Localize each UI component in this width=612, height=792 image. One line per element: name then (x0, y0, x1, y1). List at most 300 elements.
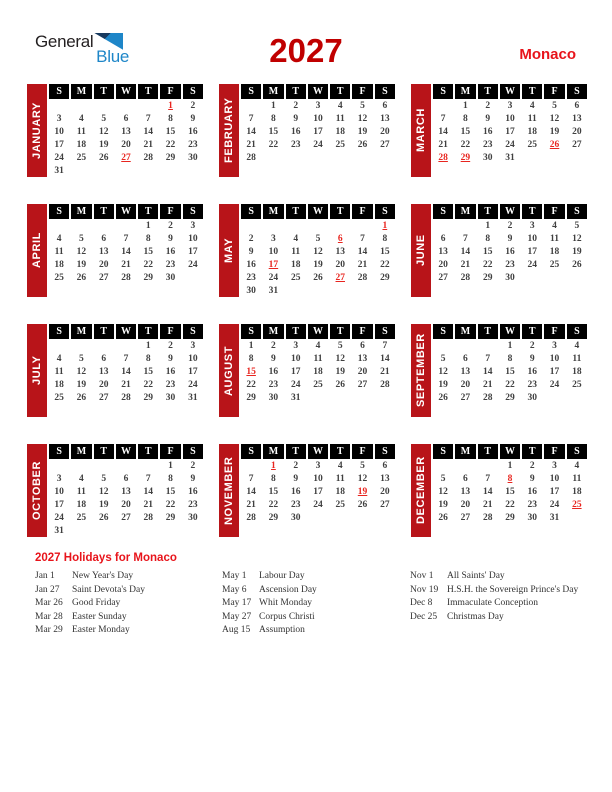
date-cell: 27 (460, 512, 471, 523)
holiday-row (410, 584, 590, 598)
date-cell: 6 (101, 353, 107, 364)
date-cell: 2 (168, 340, 173, 351)
day-header-cell: T (286, 324, 306, 339)
date-cell: 3 (315, 100, 321, 111)
date-cell: 20 (98, 379, 109, 390)
date-cell: 1 (145, 220, 151, 231)
date-cell: 25 (572, 379, 582, 390)
date-cell: 6 (123, 473, 129, 484)
day-header-cell: T (286, 444, 306, 459)
date-cell: 9 (190, 473, 196, 484)
holiday-date: May 17 (222, 598, 252, 608)
date-cell: 4 (56, 233, 62, 244)
date-cell-empty (94, 219, 114, 232)
day-header-cell: F (160, 444, 180, 459)
date-cell-empty (241, 164, 261, 177)
date-cell: 25 (549, 259, 560, 270)
date-cell: 16 (165, 366, 176, 377)
holiday-column (222, 570, 410, 638)
date-cell: 4 (552, 220, 557, 231)
date-cell: 5 (440, 353, 446, 364)
date-cell: 4 (79, 473, 84, 484)
holiday-row (222, 570, 410, 584)
date-cell-empty (522, 404, 542, 417)
date-cell-empty (330, 511, 350, 524)
day-header-cell: T (286, 84, 306, 99)
date-cell-empty (352, 404, 372, 417)
day-header-cell: S (49, 204, 69, 219)
date-cell: 18 (335, 126, 346, 137)
date-cell: 21 (143, 139, 154, 150)
date-cell: 17 (290, 366, 301, 377)
date-cell-empty (330, 524, 350, 537)
day-header-cell: T (478, 204, 498, 219)
date-cell: 5 (337, 340, 343, 351)
holiday-date: Dec 8 (410, 598, 433, 608)
date-cell: 18 (290, 259, 301, 270)
day-header-cell: M (71, 84, 91, 99)
date-cell: 15 (143, 246, 154, 257)
day-header-cell: M (263, 84, 283, 99)
day-header-cell: T (330, 204, 350, 219)
date-cell: 17 (54, 139, 64, 150)
date-cell: 22 (460, 139, 471, 150)
date-cell: 12 (357, 473, 368, 484)
date-cell: 25 (313, 379, 323, 390)
date-cell-empty (478, 339, 498, 352)
date-cell-empty (308, 404, 328, 417)
date-cell: 13 (357, 353, 368, 364)
date-cell: 15 (505, 486, 515, 497)
date-cell: 30 (165, 272, 176, 283)
date-cell: 16 (268, 366, 279, 377)
date-cell: 14 (438, 126, 448, 137)
date-cell: 10 (549, 353, 560, 364)
day-header-cell: W (500, 324, 520, 339)
day-header-cell: S (433, 444, 453, 459)
day-header-cell: S (49, 324, 69, 339)
date-cell-empty (433, 404, 453, 417)
date-cell: 20 (121, 139, 131, 150)
day-header-cell: T (330, 84, 350, 99)
date-cell: 17 (313, 486, 323, 497)
day-header-cell: M (455, 204, 475, 219)
date-cell-empty (352, 284, 372, 297)
date-cell: 8 (485, 233, 491, 244)
day-header-cell: M (455, 444, 475, 459)
holiday-row (35, 584, 222, 598)
date-cell-empty (286, 151, 306, 164)
date-cell-empty (352, 164, 372, 177)
date-cell: 15 (380, 246, 390, 257)
date-cell: 5 (552, 100, 557, 111)
date-cell: 14 (246, 126, 256, 137)
date-cell: 5 (101, 113, 107, 124)
holidays-columns (35, 570, 590, 638)
date-cell-empty (433, 524, 453, 537)
date-cell: 28 (460, 272, 471, 283)
date-cell: 5 (79, 353, 84, 364)
day-header-cell: S (567, 324, 587, 339)
day-header-cell: F (544, 84, 564, 99)
date-cell-empty (455, 404, 475, 417)
day-header-cell: M (455, 84, 475, 99)
day-header-cell: S (433, 204, 453, 219)
date-cell-empty (352, 511, 372, 524)
date-cell-holiday: 1 (382, 220, 388, 231)
date-cell: 28 (143, 512, 154, 523)
year-title: 2027 (269, 32, 343, 69)
holiday-date: May 1 (222, 571, 247, 581)
date-cell-empty (286, 164, 306, 177)
date-cell: 30 (290, 512, 301, 523)
day-header-cell: F (544, 444, 564, 459)
date-cell-empty (308, 151, 328, 164)
date-cell: 30 (188, 512, 198, 523)
date-cell: 28 (380, 379, 390, 390)
date-cell: 19 (313, 259, 323, 270)
date-cell: 25 (527, 139, 538, 150)
date-cell: 18 (527, 126, 538, 137)
day-header-cell: W (308, 324, 328, 339)
date-cell: 8 (248, 353, 254, 364)
date-cell: 17 (54, 499, 64, 510)
date-cell: 22 (165, 499, 176, 510)
holiday-row (35, 597, 222, 611)
date-cell: 11 (572, 353, 582, 364)
date-cell: 20 (380, 126, 390, 137)
logo-text-general: General (35, 32, 94, 51)
day-header-cell: W (308, 444, 328, 459)
date-cell: 22 (482, 259, 493, 270)
month-august (219, 324, 397, 417)
date-cell: 26 (76, 272, 87, 283)
date-cell-holiday: 26 (549, 139, 560, 150)
date-cell-empty (308, 524, 328, 537)
date-cell: 7 (123, 233, 129, 244)
month-june (411, 204, 589, 297)
day-header-cell: T (138, 324, 158, 339)
date-cell: 21 (482, 379, 493, 390)
date-cell: 15 (143, 366, 154, 377)
date-cell-empty (500, 164, 520, 177)
holiday-row (222, 624, 410, 638)
date-cell-empty (330, 391, 350, 404)
date-cell: 22 (380, 259, 390, 270)
date-cell: 3 (56, 113, 62, 124)
day-header-cell: W (116, 84, 136, 99)
date-cell: 5 (440, 473, 446, 484)
date-cell: 13 (335, 246, 346, 257)
date-cell: 13 (121, 126, 131, 137)
date-cell: 18 (313, 366, 323, 377)
month-name-label: APRIL (27, 204, 47, 297)
date-cell-empty (567, 151, 587, 164)
date-cell-empty (160, 284, 180, 297)
date-cell-empty (286, 284, 306, 297)
date-cell-empty (116, 404, 136, 417)
holiday-column (410, 570, 590, 638)
date-cell: 25 (335, 139, 346, 150)
date-cell: 12 (76, 246, 87, 257)
date-cell: 27 (380, 499, 390, 510)
day-header-cell: W (116, 444, 136, 459)
date-cell: 23 (188, 499, 198, 510)
date-cell-empty (330, 284, 350, 297)
day-header-cell: F (352, 444, 372, 459)
date-cell: 22 (246, 379, 256, 390)
date-cell: 31 (54, 525, 64, 536)
day-header-cell: W (308, 204, 328, 219)
date-cell: 13 (380, 473, 390, 484)
date-cell: 23 (165, 259, 176, 270)
date-cell: 6 (101, 233, 107, 244)
date-cell: 8 (382, 233, 388, 244)
day-header-cell: S (375, 444, 395, 459)
date-cell-empty (263, 219, 283, 232)
date-cell: 5 (360, 460, 365, 471)
day-header-cell: S (183, 444, 203, 459)
month-name-label: JUNE (411, 204, 431, 297)
date-cell-empty (455, 284, 475, 297)
date-cell: 7 (463, 233, 468, 244)
holiday-row (222, 611, 410, 625)
date-cell: 4 (337, 100, 343, 111)
date-cell: 19 (549, 126, 560, 137)
holidays-section (35, 552, 590, 638)
date-cell: 7 (485, 473, 491, 484)
date-cell: 29 (143, 392, 154, 403)
page-header (0, 0, 612, 84)
date-cell: 29 (505, 512, 515, 523)
date-cell-empty (94, 524, 114, 537)
date-cell: 24 (268, 272, 279, 283)
date-cell: 13 (98, 246, 109, 257)
logo-text-blue: Blue (96, 47, 129, 66)
holiday-name: New Year's Day (72, 571, 134, 581)
holiday-name: Corpus Christi (259, 611, 315, 622)
date-cell: 6 (123, 113, 129, 124)
day-header-cell: T (94, 324, 114, 339)
date-cell-empty (330, 151, 350, 164)
date-cell-holiday: 8 (507, 473, 513, 484)
date-cell: 1 (145, 340, 151, 351)
date-cell: 29 (482, 272, 493, 283)
date-cell: 22 (268, 139, 279, 150)
date-cell: 12 (549, 113, 560, 124)
date-cell: 6 (382, 460, 388, 471)
date-cell: 18 (335, 486, 346, 497)
date-cell: 9 (293, 473, 299, 484)
day-header-cell: S (49, 84, 69, 99)
day-header-cell: S (433, 84, 453, 99)
date-cell: 23 (246, 272, 256, 283)
date-cell-empty (433, 164, 453, 177)
date-cell-empty (116, 284, 136, 297)
month-grid-table (239, 324, 397, 417)
date-cell: 10 (268, 246, 279, 257)
day-header-cell: M (263, 204, 283, 219)
date-cell: 9 (529, 473, 535, 484)
date-cell: 16 (527, 486, 538, 497)
holiday-name: Labour Day (259, 571, 305, 581)
holiday-date: Nov 1 (410, 571, 434, 581)
date-cell-empty (183, 284, 203, 297)
date-cell: 20 (572, 126, 582, 137)
date-cell: 29 (505, 392, 515, 403)
date-cell-empty (330, 404, 350, 417)
date-cell: 30 (268, 392, 279, 403)
holiday-row (35, 570, 222, 584)
day-header-cell: F (352, 324, 372, 339)
date-cell: 31 (505, 152, 515, 163)
date-cell: 2 (190, 100, 196, 111)
date-cell: 27 (121, 512, 131, 523)
month-grid-table (239, 84, 397, 177)
date-cell: 4 (56, 353, 62, 364)
day-header-cell: T (94, 84, 114, 99)
date-cell: 15 (460, 126, 471, 137)
date-cell-empty (544, 524, 564, 537)
holiday-name: Christmas Day (447, 611, 504, 622)
holiday-date: Jan 1 (35, 571, 55, 581)
holiday-date: May 6 (222, 584, 247, 595)
date-cell: 27 (438, 272, 448, 283)
month-name-label: FEBRUARY (219, 84, 239, 177)
holiday-row (222, 597, 410, 611)
date-cell: 14 (143, 126, 154, 137)
date-cell: 12 (98, 486, 109, 497)
date-cell-empty (567, 511, 587, 524)
date-cell: 9 (248, 246, 254, 257)
date-cell-empty (455, 219, 475, 232)
day-header-cell: S (567, 204, 587, 219)
date-cell: 8 (463, 113, 468, 124)
date-cell: 27 (380, 139, 390, 150)
date-cell-empty (94, 99, 114, 112)
date-cell: 7 (485, 353, 491, 364)
day-header-cell: T (522, 84, 542, 99)
date-cell: 7 (123, 353, 129, 364)
date-cell: 8 (145, 233, 151, 244)
date-cell: 10 (505, 113, 515, 124)
date-cell: 7 (440, 113, 446, 124)
date-cell: 18 (76, 139, 87, 150)
date-cell: 14 (460, 246, 471, 257)
day-header-cell: F (160, 204, 180, 219)
date-cell: 28 (121, 392, 131, 403)
date-cell: 7 (248, 473, 254, 484)
date-cell-empty (286, 524, 306, 537)
day-header-cell: T (330, 444, 350, 459)
date-cell: 14 (246, 486, 256, 497)
date-cell: 31 (549, 512, 560, 523)
date-cell: 26 (313, 272, 323, 283)
date-cell-empty (352, 151, 372, 164)
date-cell: 16 (188, 486, 198, 497)
date-cell: 2 (190, 460, 196, 471)
date-cell: 21 (121, 379, 131, 390)
date-cell: 24 (549, 499, 560, 510)
date-cell-empty (478, 404, 498, 417)
date-cell: 4 (79, 113, 84, 124)
day-header-cell: F (544, 324, 564, 339)
date-cell-empty (375, 151, 395, 164)
date-cell: 23 (165, 379, 176, 390)
date-cell: 16 (290, 486, 301, 497)
date-cell: 26 (98, 152, 109, 163)
date-cell-empty (522, 151, 542, 164)
date-cell: 10 (313, 113, 323, 124)
date-cell: 23 (505, 259, 515, 270)
date-cell: 25 (54, 272, 64, 283)
date-cell-empty (375, 524, 395, 537)
date-cell: 16 (482, 126, 493, 137)
month-january (27, 84, 205, 177)
date-cell: 21 (460, 259, 471, 270)
day-header-cell: S (433, 324, 453, 339)
day-header-cell: F (352, 204, 372, 219)
date-cell: 30 (527, 512, 538, 523)
date-cell-empty (455, 339, 475, 352)
date-cell-empty (308, 164, 328, 177)
date-cell-empty (500, 404, 520, 417)
date-cell-holiday: 28 (438, 152, 448, 163)
date-cell-empty (478, 524, 498, 537)
date-cell: 26 (76, 392, 87, 403)
date-cell-empty (433, 459, 453, 472)
date-cell: 15 (482, 246, 493, 257)
day-header-cell: W (500, 444, 520, 459)
date-cell: 15 (268, 126, 279, 137)
day-header-cell: S (241, 204, 261, 219)
date-cell: 2 (271, 340, 276, 351)
day-header-cell: S (49, 444, 69, 459)
date-cell: 9 (190, 113, 196, 124)
date-cell: 18 (549, 246, 560, 257)
date-cell: 28 (143, 152, 154, 163)
date-cell: 25 (290, 272, 301, 283)
date-cell: 22 (143, 379, 154, 390)
month-name-label: NOVEMBER (219, 444, 239, 537)
day-header-cell: T (138, 204, 158, 219)
date-cell-empty (330, 219, 350, 232)
date-cell-empty (500, 284, 520, 297)
holiday-date: Dec 25 (410, 611, 438, 622)
date-cell: 14 (482, 366, 493, 377)
holiday-name: Saint Devota's Day (72, 584, 145, 595)
date-cell: 18 (54, 379, 64, 390)
date-cell-empty (49, 219, 69, 232)
date-cell: 5 (360, 100, 365, 111)
months-grid (27, 84, 589, 537)
date-cell: 11 (54, 366, 64, 377)
date-cell: 4 (574, 340, 580, 351)
month-december (411, 444, 589, 537)
date-cell-empty (241, 404, 261, 417)
date-cell-holiday: 1 (168, 100, 173, 111)
date-cell-empty (478, 284, 498, 297)
day-header-cell: T (138, 444, 158, 459)
date-cell: 12 (572, 233, 582, 244)
date-cell: 8 (168, 473, 173, 484)
date-cell: 23 (527, 499, 538, 510)
month-february (219, 84, 397, 177)
date-cell: 8 (145, 353, 151, 364)
date-cell: 8 (271, 113, 276, 124)
date-cell-empty (522, 164, 542, 177)
date-cell: 29 (268, 512, 279, 523)
